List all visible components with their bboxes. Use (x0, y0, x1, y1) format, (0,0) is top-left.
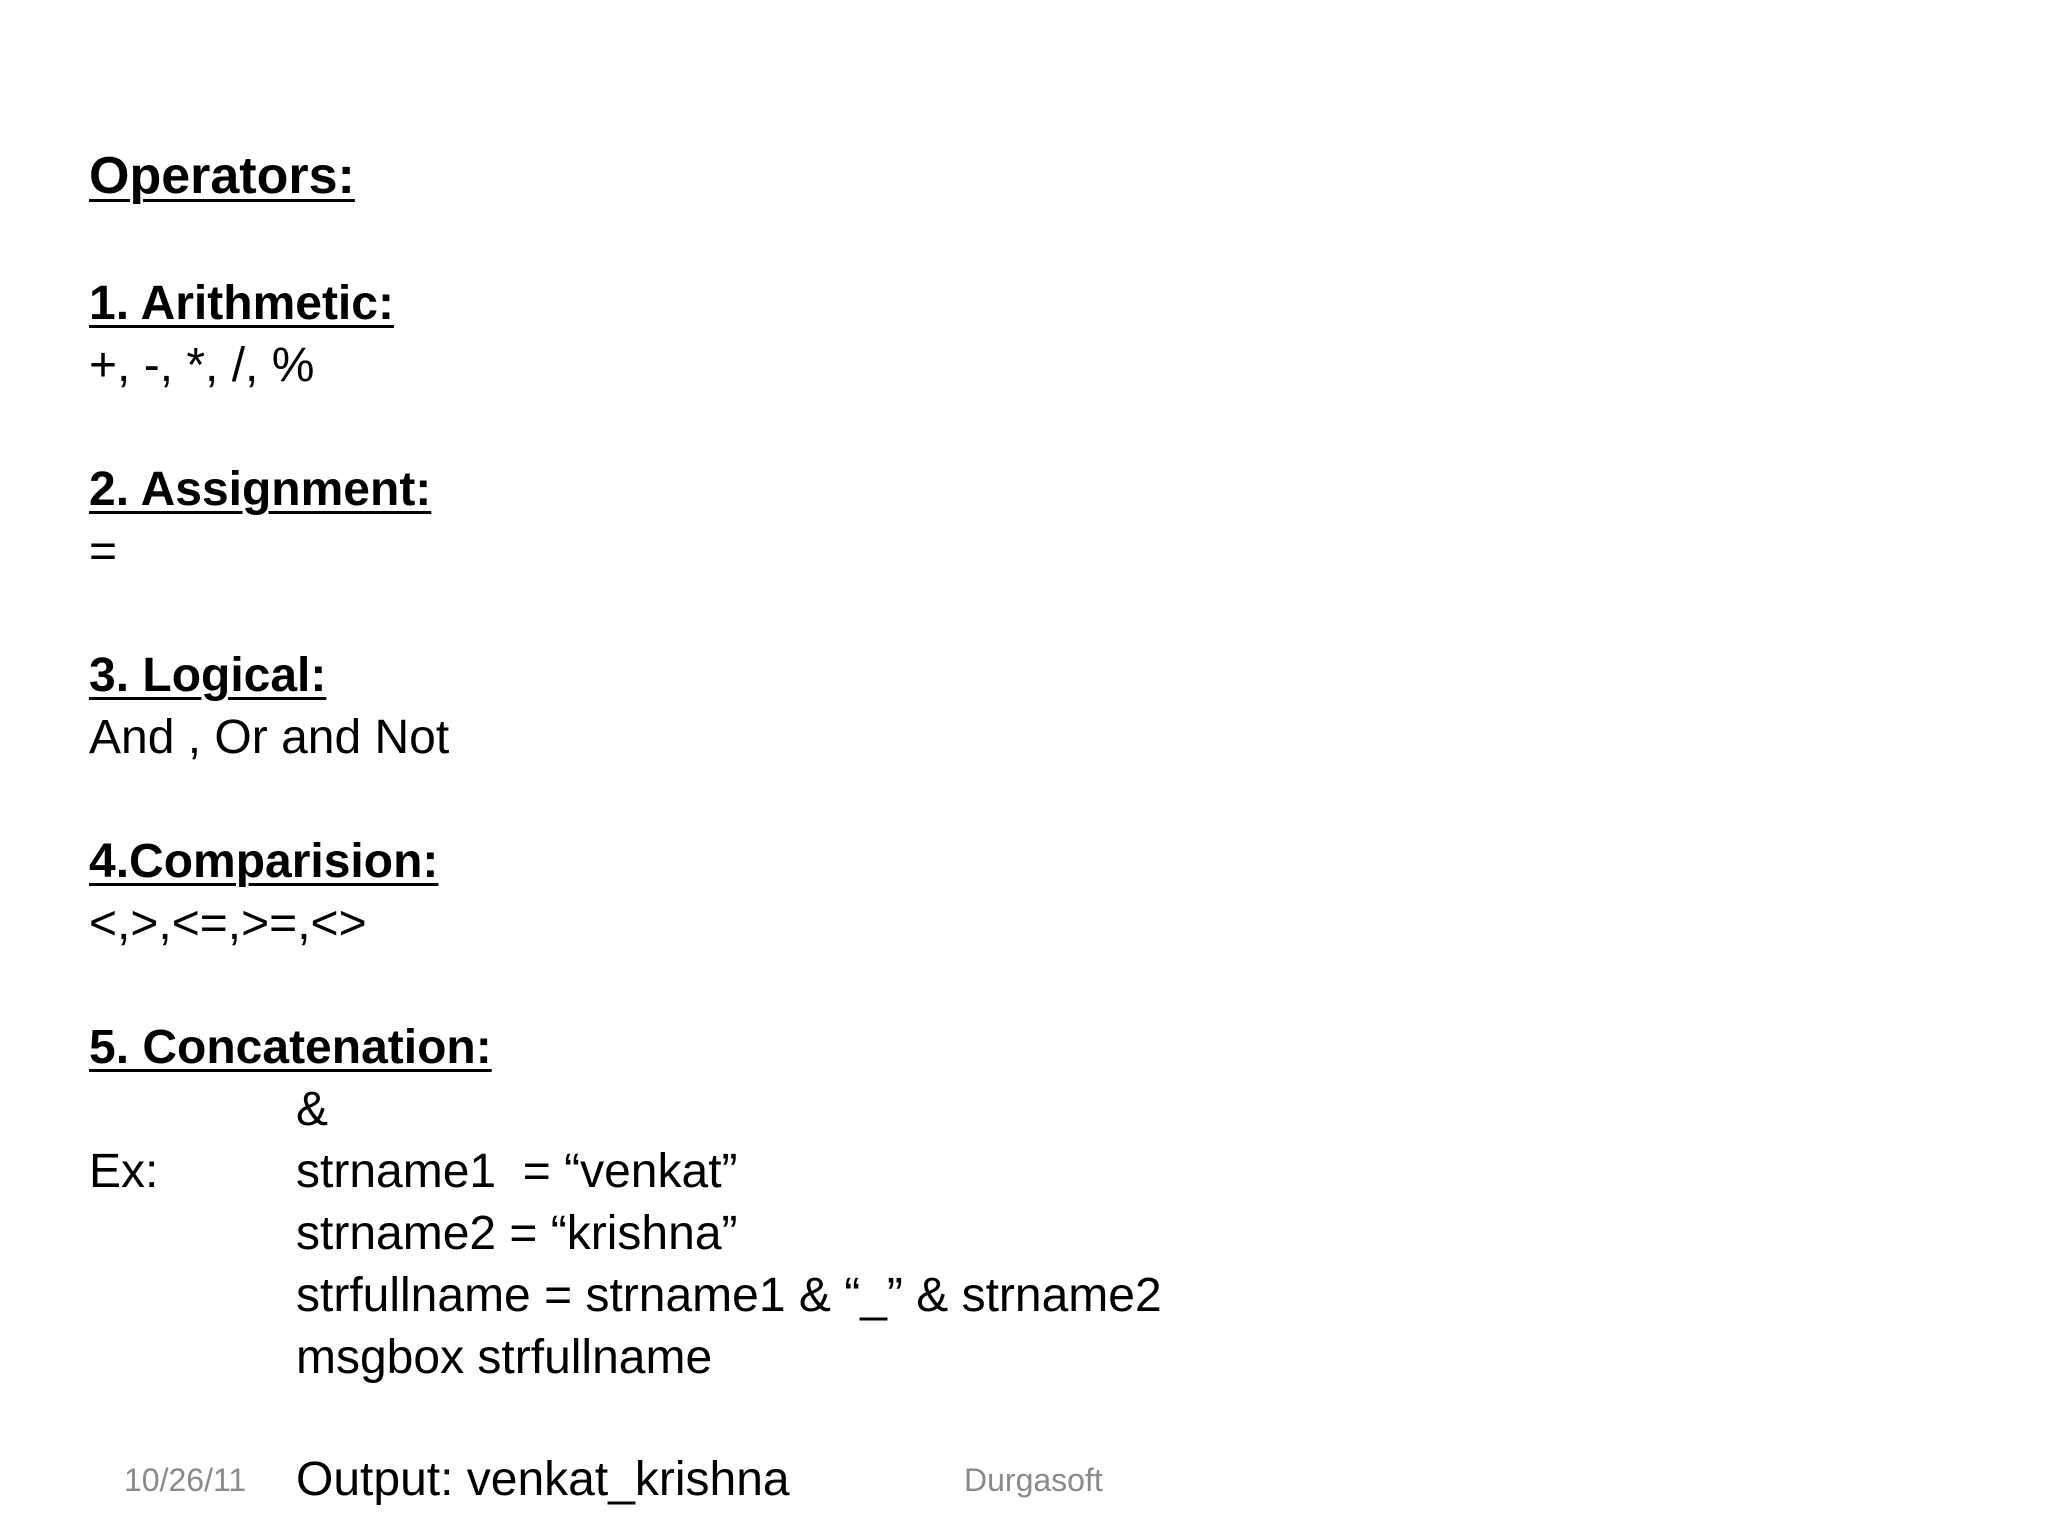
section-body-assignment: = (89, 525, 118, 578)
section-heading-comparison: 4.Comparision: (89, 835, 439, 888)
section-heading-arithmetic: 1. Arithmetic: (89, 277, 394, 330)
section-body-logical: And , Or and Not (89, 711, 450, 764)
section-body-concatenation: & (296, 1083, 329, 1136)
example-label: Ex: (89, 1145, 159, 1198)
example-line-3: strfullname = strname1 & “_” & strname2 (296, 1269, 1162, 1322)
slide-title: Operators: (89, 147, 355, 205)
section-body-arithmetic: +, -, *, /, % (89, 339, 315, 392)
section-body-comparison: <,>,<=,>=,<> (89, 897, 367, 950)
footer-brand: Durgasoft (964, 1462, 1103, 1498)
example-line-1: strname1 = “venkat” (296, 1145, 738, 1198)
example-output: Output: venkat_krishna (296, 1453, 790, 1506)
section-heading-concatenation: 5. Concatenation: (89, 1021, 492, 1074)
section-heading-assignment: 2. Assignment: (89, 463, 432, 516)
section-heading-logical: 3. Logical: (89, 649, 327, 702)
footer-date: 10/26/11 (124, 1462, 247, 1498)
example-line-2: strname2 = “krishna” (296, 1207, 738, 1260)
example-line-4: msgbox strfullname (296, 1331, 713, 1384)
